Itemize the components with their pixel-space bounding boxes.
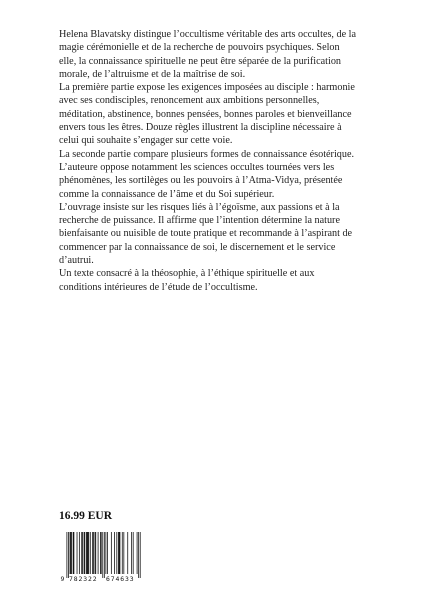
barcode-bar	[86, 532, 87, 574]
barcode-bar	[79, 532, 80, 574]
summary-paragraph-3: La seconde partie compare plusieurs formes de connaissance ésotérique. L’auteure oppose notamment les sciences occultes tournées vers les phénomènes, les sortilèges ou les pouvoirs à l’Atma-Vidya, présentée comme la connaissance de l’âme et du Soi supérieur.	[59, 148, 355, 200]
barcode-bar	[100, 532, 101, 574]
barcode-bar	[119, 532, 120, 574]
barcode-bar	[84, 532, 85, 574]
barcode-bar	[70, 532, 71, 574]
barcode-bar	[111, 532, 112, 574]
barcode-bar	[118, 532, 119, 574]
barcode-bar	[104, 532, 105, 578]
barcode-bar	[92, 532, 93, 574]
barcode-bar	[95, 532, 96, 574]
summary-paragraph-4: L’ouvrage insiste sur les risques liés à l’égoïsme, aux passions et à la recherche de puissance. Il affirme que l’intention détermine la nature bienfaisante ou nuisible de toute pratique et recommande à l’aspirant de commencer par la connaissance de soi, le discernement et le service d’autrui.	[59, 201, 353, 267]
barcode-bar	[88, 532, 89, 574]
barcode-bar	[120, 532, 121, 574]
barcode-bar	[106, 532, 107, 574]
isbn-barcode	[59, 531, 145, 583]
barcode-bar	[131, 532, 132, 574]
barcode-bar	[70, 532, 71, 574]
summary-paragraph-2: La première partie expose les exigences imposées au disciple : harmonie avec ses condisciples, renoncement aux ambitions personnelles, méditation, abstinence, bonnes pensées, bonnes paroles et bienveillance envers tous les êtres. Douze règles illustrent la discipline nécessaire à celui qui souhaite s’engager sur cette voie.	[59, 82, 355, 147]
barcode-bar	[82, 532, 83, 574]
barcode-digits-left: 782322	[69, 575, 98, 583]
barcode-bar	[77, 532, 78, 574]
barcode-bar	[138, 532, 139, 578]
price-label: 16.99 EUR	[59, 510, 113, 522]
barcode-bar	[98, 532, 99, 574]
barcode-bar	[116, 532, 117, 574]
barcode-bar	[67, 532, 68, 578]
barcode-bar	[87, 532, 88, 574]
barcode-bar	[73, 532, 74, 574]
barcode-bar	[90, 532, 91, 574]
barcode-bar	[127, 532, 128, 574]
barcode-bar	[137, 532, 138, 574]
barcode-bar	[140, 532, 141, 578]
barcode-bar	[122, 532, 123, 574]
barcode-bar	[88, 532, 89, 574]
barcode-bar	[133, 532, 134, 574]
barcode-bar	[93, 532, 94, 574]
barcode-digit-lead: 9	[60, 575, 65, 583]
barcode-bar	[68, 532, 69, 578]
barcode-bar	[81, 532, 82, 574]
barcode-bar	[74, 532, 75, 574]
barcode-bars	[67, 532, 141, 578]
summary-paragraph-5: Un texte consacré à la théosophie, à l’éthique spirituelle et aux conditions intérieures de l’étude de l’occultisme.	[59, 268, 315, 293]
barcode-bar	[102, 532, 103, 578]
summary-paragraph-1: Helena Blavatsky distingue l’occultisme véritable des arts occultes, de la magie cérémonielle et de la recherche de pouvoirs psychiques. Selon elle, la connaissance spirituelle ne peut être séparée de la purification morale, de l’altruisme et de la maîtrise de soi.	[59, 29, 357, 80]
barcode-digits-right: 674633	[106, 575, 135, 583]
barcode-bar	[107, 532, 108, 574]
barcode-bar	[114, 532, 115, 574]
barcode-bar	[101, 532, 102, 574]
barcode-bar	[84, 532, 85, 574]
barcode-bar	[71, 532, 72, 574]
back-cover-summary	[59, 28, 359, 294]
barcode-bar	[123, 532, 124, 574]
barcode-bar	[95, 532, 96, 574]
